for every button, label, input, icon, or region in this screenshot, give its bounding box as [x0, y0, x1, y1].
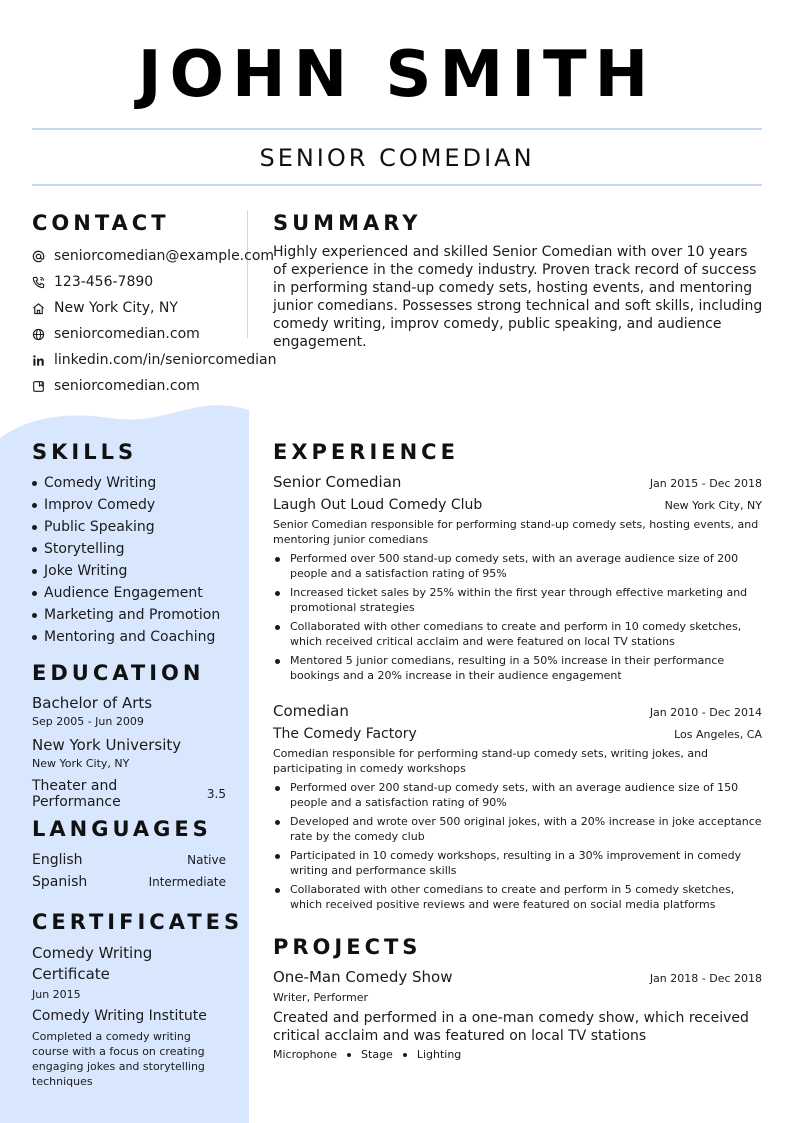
skill-item: Improv Comedy [32, 494, 220, 516]
contact-heading: CONTACT [32, 211, 170, 235]
achievement-item: Developed and wrote over 500 original jokes, with a 20% increase in joke acceptance rate by the comedy club [273, 814, 762, 844]
field-of-study-row [32, 778, 226, 810]
achievement-item: Increased ticket sales by 25% within the first year through effective marketing and promotional strategies [273, 585, 762, 615]
experience-entry [273, 473, 762, 687]
tool-item: Lighting [416, 1048, 462, 1061]
degree: Bachelor of Arts [32, 694, 153, 712]
project-roles: Writer, Performer [273, 991, 369, 1004]
contact-list [32, 243, 277, 399]
school-location: New York City, NY [32, 757, 130, 770]
certificates-heading: CERTIFICATES [32, 910, 244, 934]
header-divider-bottom [32, 184, 762, 186]
project-title: One-Man Comedy Show [273, 968, 453, 986]
gpa: 3.5 [206, 787, 226, 801]
contact-phone[interactable]: 123-456-7890 [32, 269, 277, 295]
job-title: Comedian [273, 702, 349, 720]
contact-portfolio[interactable]: seniorcomedian.com [32, 373, 277, 399]
achievement-item: Participated in 10 comedy workshops, resulting in a 30% improvement in comedy writing and performance skills [273, 848, 762, 878]
certificate-title: Comedy Writing Certificate [32, 944, 153, 983]
education-heading: EDUCATION [32, 661, 205, 685]
tool-item: Microphone [273, 1048, 338, 1061]
summary-heading: SUMMARY [273, 211, 422, 235]
skill-item: Public Speaking [32, 516, 220, 538]
at-icon [32, 250, 54, 263]
contact-location: New York City, NY [32, 295, 277, 321]
summary-text: Highly experienced and skilled Senior Comedian with over 10 years of experience in the comedy industry. Proven track record of success in performing stand-up comedy sets, hosting events, and mentoring junior comedians. Possesses strong technical and soft skills, including comedy writing, improv comedy, public speaking, and audience engagement. [273, 244, 763, 350]
candidate-name: JOHN SMITH [137, 38, 657, 112]
project-dates: Jan 2018 - Dec 2018 [649, 972, 762, 985]
certificate-description: Completed a comedy writing course with a focus on creating engaging jokes and storytelling techniques [32, 1030, 205, 1088]
certificate-issuer: Comedy Writing Institute [32, 1008, 207, 1024]
achievement-item: Mentored 5 junior comedians, resulting in a 50% increase in their performance bookings and a 20% increase in their audience engagement [273, 653, 762, 683]
school-name: New York University [32, 736, 182, 754]
job-description: Senior Comedian responsible for performing stand-up comedy sets, hosting events, and mentoring junior comedians [273, 518, 759, 546]
skill-item: Audience Engagement [32, 582, 220, 604]
portfolio-icon [32, 380, 54, 393]
contact-linkedin[interactable]: linkedin.com/in/seniorcomedian [32, 347, 277, 373]
job-dates: Jan 2010 - Dec 2014 [649, 706, 762, 719]
job-title: Senior Comedian [273, 473, 402, 491]
contact-email[interactable]: seniorcomedian@example.com [32, 243, 277, 269]
separator-dot [403, 1053, 407, 1057]
header-divider-top [32, 128, 762, 130]
skill-item: Comedy Writing [32, 472, 220, 494]
job-role-title: SENIOR COMEDIAN [259, 144, 535, 172]
company-name: The Comedy Factory [273, 726, 417, 742]
globe-icon [32, 328, 54, 341]
languages-list [32, 849, 226, 893]
skill-item: Marketing and Promotion [32, 604, 220, 626]
language-item: Spanish Intermediate [32, 874, 226, 890]
achievement-item: Performed over 200 stand-up comedy sets, with an average audience size of 150 people and a satisfaction rating of 90% [273, 780, 762, 810]
phone-icon [32, 276, 54, 289]
contact-website[interactable]: seniorcomedian.com [32, 321, 277, 347]
languages-heading: LANGUAGES [32, 817, 212, 841]
skill-item: Joke Writing [32, 560, 220, 582]
job-description: Comedian responsible for performing stand-up comedy sets, writing jokes, and participating in comedy workshops [273, 747, 709, 775]
field-of-study: Theater and Performance [32, 778, 121, 810]
job-achievements [273, 551, 762, 683]
job-achievements [273, 780, 762, 912]
achievement-item: Collaborated with other comedians to create and perform in 5 comedy sketches, which received positive reviews and were featured on social media platforms [273, 882, 762, 912]
job-dates: Jan 2015 - Dec 2018 [649, 477, 762, 490]
experience-entry [273, 702, 762, 916]
education-dates: Sep 2005 - Jun 2009 [32, 715, 144, 728]
project-entry [273, 968, 762, 1061]
project-tools [273, 1048, 762, 1061]
job-location: New York City, NY [664, 499, 762, 512]
skills-heading: SKILLS [32, 440, 138, 464]
education-entry [32, 694, 226, 810]
certificate-date: Jun 2015 [32, 988, 81, 1001]
linkedin-icon [32, 354, 54, 367]
company-name: Laugh Out Loud Comedy Club [273, 497, 483, 513]
skills-list [32, 472, 220, 648]
achievement-item: Collaborated with other comedians to create and perform in 10 comedy sketches, which received critical acclaim and were featured on local TV stations [273, 619, 762, 649]
skill-item: Mentoring and Coaching [32, 626, 220, 648]
projects-heading: PROJECTS [273, 935, 422, 959]
language-item: English Native [32, 852, 226, 868]
experience-heading: EXPERIENCE [273, 440, 459, 464]
certificate-entry [32, 943, 226, 1089]
tool-item: Stage [361, 1048, 393, 1061]
separator-dot [347, 1053, 351, 1057]
skill-item: Storytelling [32, 538, 220, 560]
job-location: Los Angeles, CA [674, 728, 762, 741]
achievement-item: Performed over 500 stand-up comedy sets, with an average audience size of 200 people and a satisfaction rating of 95% [273, 551, 762, 581]
home-icon [32, 302, 54, 315]
project-description: Created and performed in a one-man comedy show, which received critical acclaim and was featured on local TV stations [273, 1010, 749, 1044]
